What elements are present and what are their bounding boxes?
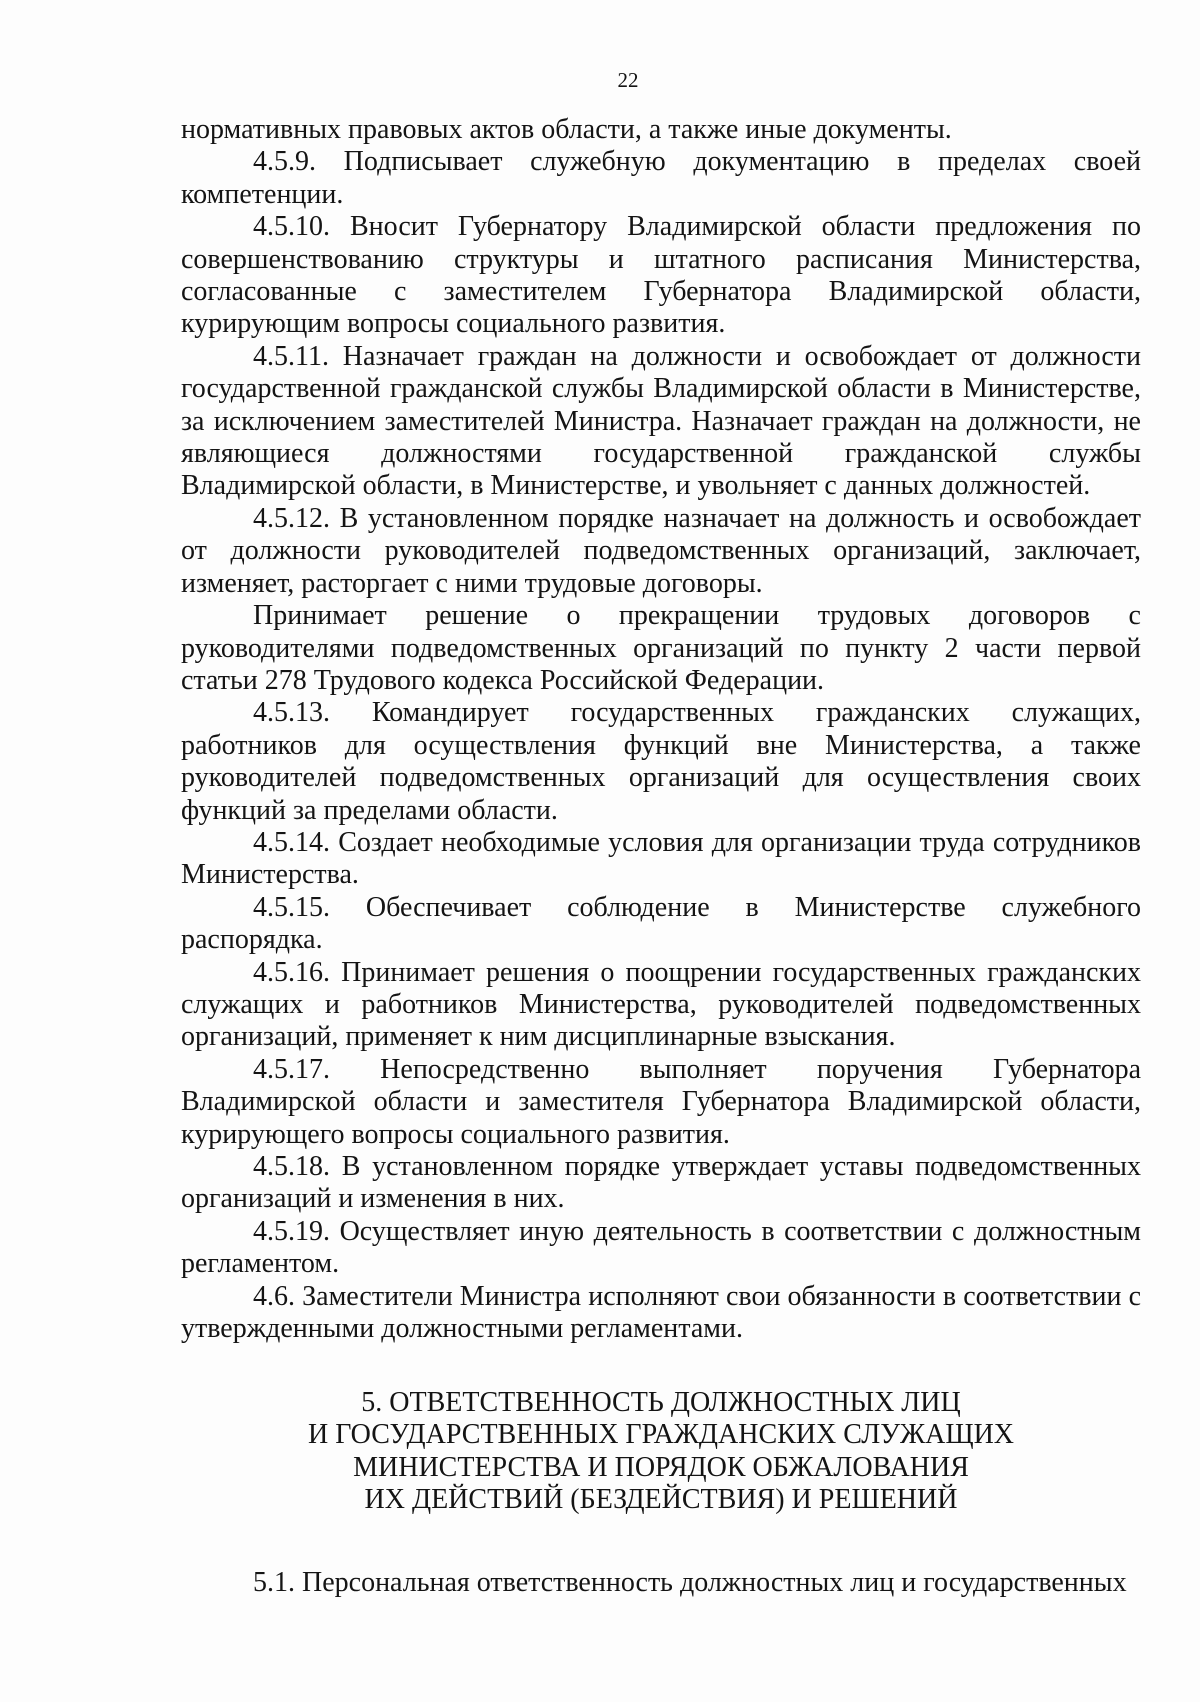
- paragraph-4-5-17: 4.5.17. Непосредственно выполняет поручения Губернатора Владимирской области и заместителя Губернатора Владимирской области, курирующего вопросы социального развития.: [181, 1053, 1141, 1150]
- paragraph-4-5-12: 4.5.12. В установленном порядке назначает на должность и освобождает от должности руководителей подведомственных организаций, заключает, изменяет, расторгает с ними трудовые договоры.: [181, 502, 1141, 599]
- paragraph-4-5-15: 4.5.15. Обеспечивает соблюдение в Министерстве служебного распорядка.: [181, 891, 1141, 956]
- heading-line: 5. ОТВЕТСТВЕННОСТЬ ДОЛЖНОСТНЫХ ЛИЦ: [361, 1387, 961, 1418]
- paragraph-5-1: 5.1. Персональная ответственность должностных лиц и государственных: [253, 1567, 1127, 1598]
- section-heading: [181, 1387, 1141, 1517]
- paragraph-4-5-14: 4.5.14. Создает необходимые условия для организации труда сотрудников Министерства.: [181, 826, 1141, 891]
- page-number: 22: [617, 68, 639, 92]
- paragraph-4-5-9: 4.5.9. Подписывает служебную документацию в пределах своей компетенции.: [181, 146, 1141, 210]
- paragraph-4-5-19: 4.5.19. Осуществляет иную деятельность в соответствии с должностным регламентом.: [181, 1215, 1141, 1280]
- paragraph-4-5-18: 4.5.18. В установленном порядке утверждает уставы подведомственных организаций и изменения в них.: [181, 1151, 1141, 1215]
- paragraph-4-5-13: 4.5.13. Командирует государственных гражданских служащих, работников для осуществления функций вне Министерства, а также руководителей подведомственных организаций для осуществления своих функций за пределами области.: [181, 697, 1141, 826]
- paragraph-4-6: 4.6. Заместители Министра исполняют свои обязанности в соответствии с утвержденными должностными регламентами.: [181, 1280, 1141, 1345]
- paragraph-continuation: нормативных правовых актов области, а также иные документы.: [181, 114, 952, 145]
- paragraph-4-5-12-cont: Принимает решение о прекращении трудовых договоров с руководителями подведомственных организаций по пункту 2 части первой статьи 278 Трудового кодекса Российской Федерации.: [181, 600, 1141, 696]
- paragraph-4-5-10: 4.5.10. Вносит Губернатору Владимирской области предложения по совершенствованию структуры и штатного расписания Министерства, согласованные с заместителем Губернатора Владимирской области, курирующим вопросы социального развития.: [181, 211, 1141, 340]
- heading-line: МИНИСТЕРСТВА И ПОРЯДОК ОБЖАЛОВАНИЯ: [353, 1451, 969, 1483]
- heading-line: ИХ ДЕЙСТВИЙ (БЕЗДЕЙСТВИЯ) И РЕШЕНИЙ: [364, 1484, 958, 1516]
- paragraph-4-5-16: 4.5.16. Принимает решения о поощрении государственных гражданских служащих и работников Министерства, руководителей подведомственных организаций, применяет к ним дисциплинарные взыскания.: [181, 956, 1141, 1053]
- document-body: [181, 114, 1141, 1345]
- heading-line: И ГОСУДАРСТВЕННЫХ ГРАЖДАНСКИХ СЛУЖАЩИХ: [307, 1419, 1015, 1451]
- paragraph-4-5-11: 4.5.11. Назначает граждан на должности и освобождает от должности государственной гражданской службы Владимирской области в Министерстве, за исключением заместителей Министра. Назначает граждан на должности, не являющиеся должностями государственной гражданской службы Владимирской области, в Министерстве, и увольняет с данных должностей.: [181, 340, 1141, 502]
